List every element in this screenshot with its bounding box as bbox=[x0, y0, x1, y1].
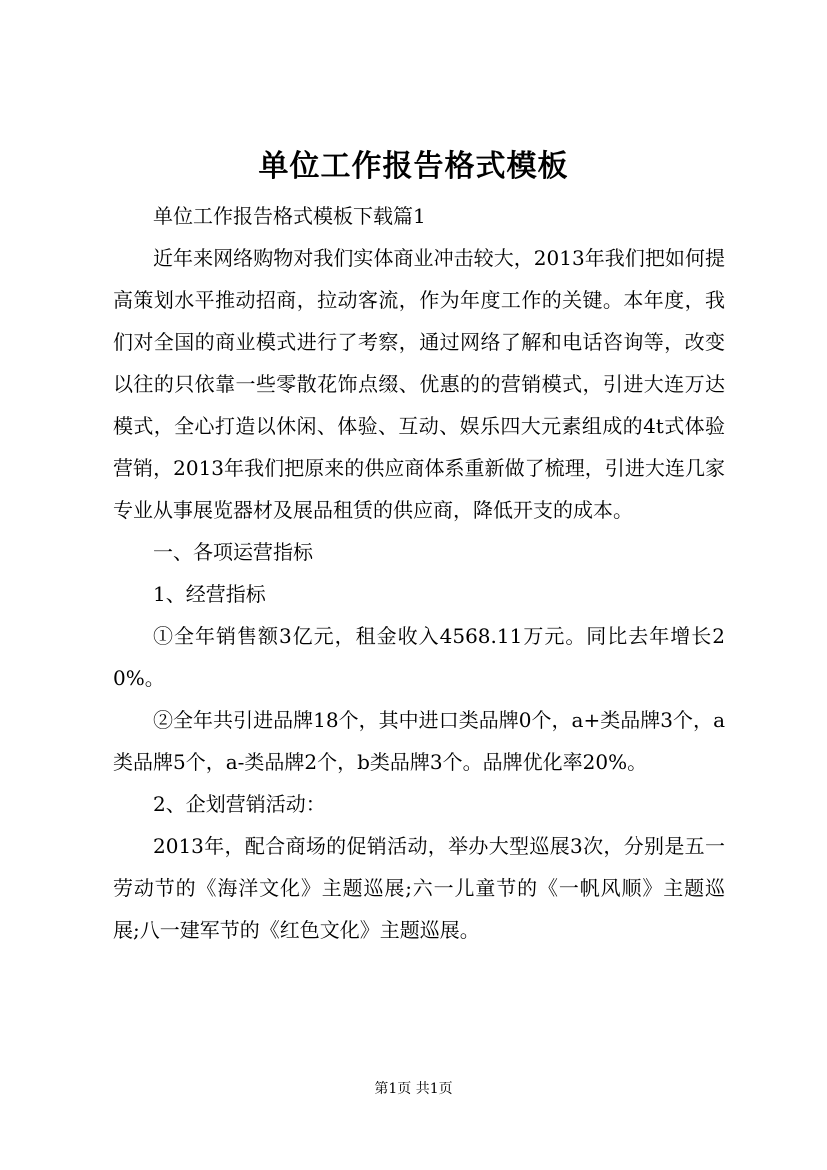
document-title: 单位工作报告格式模板 bbox=[258, 149, 569, 184]
section-heading: 单位工作报告格式模板下载篇1 bbox=[153, 204, 426, 228]
body-paragraph: 近年来网络购物对我们实体商业冲击较大，2013年我们把如何提高策划水平推动招商，拉动客流，作为年度工作的关键。本年度，我们对全国的商业模式进行了考察，通过网络了解和电话咨询等，改变以往的只依靠一些零散花饰点缀、优惠的的营销模式，引进大连万达模式，全心打造以休闲、体验、互动、娱乐四大元素组成的4t式体验营销，2013年我们把原来的供应商体系重新做了梳理，引进大连几家专业从事展览器材及展品租赁的供应商，降低开支的成本。 bbox=[113, 246, 725, 522]
section-heading: 一、各项运营指标 bbox=[153, 540, 313, 564]
subsection-heading: 2、企划营销活动： bbox=[153, 792, 326, 816]
document-body bbox=[113, 195, 725, 951]
page-footer: 第1页 共1页 bbox=[374, 1081, 453, 1097]
subsection-heading: 1、经营指标 bbox=[153, 582, 266, 606]
body-paragraph: ①全年销售额3亿元，租金收入4568.11万元。同比去年增长20%。 bbox=[113, 624, 725, 690]
body-paragraph: 2013年，配合商场的促销活动，举办大型巡展3次，分别是五一劳动节的《海洋文化》主题巡展;六一儿童节的《一帆风顺》主题巡展;八一建军节的《红色文化》主题巡展。 bbox=[113, 834, 725, 942]
body-paragraph: ②全年共引进品牌18个，其中进口类品牌0个，a+类品牌3个，a类品牌5个，a-类品牌2个，b类品牌3个。品牌优化率20%。 bbox=[113, 708, 725, 774]
